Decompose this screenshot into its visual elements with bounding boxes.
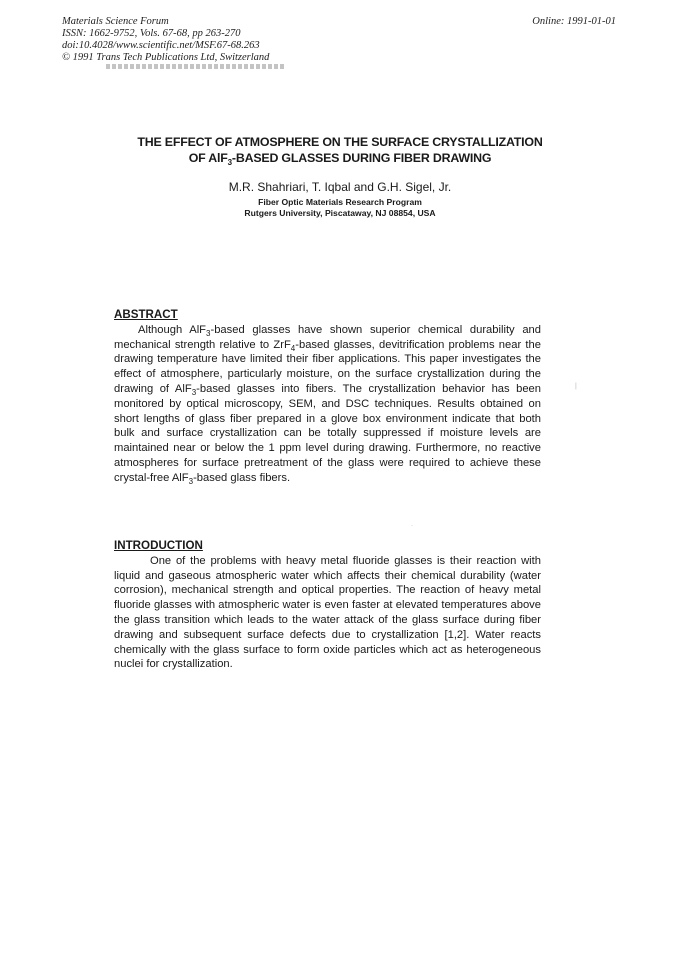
affiliation bbox=[60, 197, 620, 219]
abstract-run: Although AlF bbox=[138, 323, 207, 336]
abstract-run: -based glasses, devitrification problems near the drawing temperature have limited their fiber applications. This paper investigates the effect of atmosphere, particularly moisture, on the surface crystallization during the drawing of AlF bbox=[114, 338, 541, 395]
introduction-section bbox=[114, 539, 541, 672]
affiliation-line-1: Fiber Optic Materials Research Program bbox=[258, 197, 422, 207]
title-line-1: THE EFFECT OF ATMOSPHERE ON THE SURFACE CRYSTALLIZATION bbox=[137, 135, 543, 149]
subscript: 3 bbox=[188, 476, 194, 486]
introduction-text: One of the problems with heavy metal fluoride glasses is their reaction with liquid and gaseous atmospheric water which affects their chemical durability (water corrosion), mechanical strength and optical properties. The reaction of heavy metal fluoride glasses with atmospheric water is even faster at elevated temperatures above the glass transition which leads to the water attack of the glass surface during fiber drawing and subsequent surface defects due to crystallization [1,2]. Water reacts chemically with the glass surface to form oxide particles which act as heterogeneous nuclei for crystallization. bbox=[114, 554, 541, 671]
stray-mark: . bbox=[411, 521, 413, 528]
author-list: M.R. Shahriari, T. Iqbal and G.H. Sigel, Jr. bbox=[228, 180, 452, 194]
title-line-2 bbox=[60, 150, 620, 166]
doi-line: doi:10.4028/www.scientific.net/MSF.67-68.263 bbox=[62, 40, 260, 51]
issn-line: ISSN: 1662-9752, Vols. 67-68, pp 263-270 bbox=[62, 28, 241, 39]
journal-name: Materials Science Forum bbox=[62, 16, 169, 27]
abstract-section bbox=[114, 308, 541, 486]
affiliation-line-2: Rutgers University, Piscataway, NJ 08854, USA bbox=[244, 208, 436, 218]
introduction-heading: INTRODUCTION bbox=[114, 539, 203, 552]
abstract-run: -based glasses have shown superior chemical durability and mechanical strength relative to ZrF bbox=[114, 323, 541, 351]
abstract-heading: ABSTRACT bbox=[114, 308, 178, 321]
stray-mark: | bbox=[575, 383, 577, 390]
copyright-line: © 1991 Trans Tech Publications Ltd, Switzerland bbox=[62, 52, 270, 63]
abstract-text bbox=[114, 323, 541, 486]
publication-header bbox=[62, 16, 269, 64]
subscript: 3 bbox=[191, 387, 197, 397]
scan-artifact bbox=[106, 64, 286, 69]
abstract-run: -based glasses into fibers. The crystallization behavior has been monitored by optical microscopy, SEM, and DSC techniques. Results obtained on short lengths of glass fiber prepared in a glove box environment indicate that both bulk and surface crystallization can be totally suppressed if moisture levels are maintained near or below the 1 ppm level during drawing. Furthermore, no reactive atmospheres for surface pretreatment of the glass were required to achieve these crystal-free AlF bbox=[114, 382, 542, 484]
subscript: 4 bbox=[290, 343, 296, 353]
subscript: 3 bbox=[206, 328, 211, 338]
paper-title bbox=[60, 134, 620, 166]
abstract-run: -based glass fibers. bbox=[193, 471, 291, 484]
online-date: Online: 1991-01-01 bbox=[532, 16, 616, 27]
title-subscript: 3 bbox=[227, 158, 232, 167]
title-text: OF AlF bbox=[188, 151, 228, 165]
title-text: -BASED GLASSES DURING FIBER DRAWING bbox=[231, 151, 492, 165]
